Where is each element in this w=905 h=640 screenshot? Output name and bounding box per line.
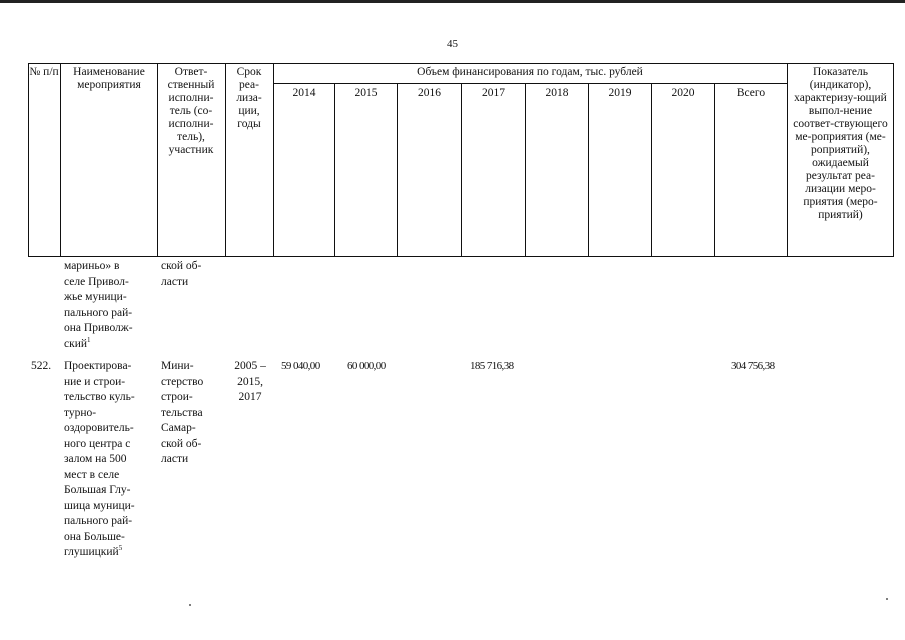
top-border — [0, 0, 905, 3]
resp-line: Самар- — [161, 422, 196, 434]
resp-line: стерство — [161, 375, 204, 388]
row-522-responsible — [161, 359, 223, 468]
page-number: 45 — [447, 38, 458, 50]
header-year-2015: 2015 — [354, 87, 378, 99]
row-522-name — [64, 359, 156, 561]
row-cont-responsible — [161, 259, 223, 290]
footnote-mark: 1 — [87, 335, 91, 344]
header-year-2020: 2020 — [671, 87, 695, 99]
name-line: ного центра с — [64, 437, 131, 450]
name-line: глушицкий$^5$ — [64, 544, 123, 558]
name-line: оздоровитель- — [64, 422, 134, 434]
row-522-value-2017: 185 716,38 — [470, 360, 514, 372]
name-line: Большая Глу- — [64, 484, 131, 496]
scan-speck — [189, 604, 191, 606]
name-line: шица муници- — [64, 499, 135, 512]
footnote-mark: 5 — [118, 544, 123, 553]
row-522-value-2015: 60 000,00 — [347, 360, 386, 372]
name-line: мест в селе — [64, 468, 120, 481]
resp-line: Мини- — [161, 360, 194, 372]
name-line: пального рай- — [64, 515, 133, 527]
header-term: Срок реа-лиза-ции, годы — [236, 66, 262, 130]
header-year-2019: 2019 — [608, 87, 632, 99]
row-cont-name — [64, 259, 156, 352]
header-year-2018: 2018 — [545, 87, 569, 99]
row-522-value-total: 304 756,38 — [731, 360, 775, 372]
name-line: ние и строи- — [64, 375, 126, 388]
name-line: она Больше- — [64, 530, 125, 543]
term-line: 2015, — [237, 375, 263, 388]
name-line: тельство куль- — [64, 391, 135, 403]
name-line: мариньо» в — [64, 260, 120, 272]
row-522-num: 522. — [31, 360, 52, 372]
name-line: она Приволж- — [64, 322, 133, 334]
row-522-value-2014: 59 040,00 — [281, 360, 320, 372]
header-funding: Объем финансирования по годам, тыс. рублей — [417, 66, 643, 78]
term-line: 2005 – — [234, 360, 266, 372]
header-year-2014: 2014 — [292, 87, 316, 99]
header-year-2016: 2016 — [418, 87, 441, 99]
scan-speck — [886, 598, 888, 600]
name-line: турно- — [64, 406, 97, 419]
resp-line: ской об- — [161, 260, 202, 272]
resp-line: ласти — [161, 275, 189, 288]
name-line: залом на 500 — [64, 453, 127, 465]
name-line: Проектирова- — [64, 360, 132, 372]
resp-line: тельства — [161, 406, 203, 419]
name-line: ский$^1$ — [64, 335, 91, 350]
resp-line: строи- — [161, 391, 193, 403]
name-line: селе Привол- — [64, 275, 129, 288]
resp-line: ласти — [161, 453, 189, 465]
header-indicator: Показатель (индикатор), характеризу-ющий выпол-нение соответ-ствующего ме-роприятия (ме-роприятий), ожидаемый результат реа-лизации меро-приятия (меро-приятий) — [793, 66, 888, 221]
term-line: 2017 — [238, 391, 262, 403]
row-522-term — [228, 359, 272, 406]
header-num: № п/п — [29, 66, 59, 78]
name-line: жье муници- — [64, 291, 127, 303]
header-total: Всего — [736, 87, 766, 99]
header-responsible: Ответ-ственный исполни-тель (со-исполни-тель), участник — [167, 66, 215, 156]
header-name: Наименование мероприятия — [73, 66, 145, 91]
name-line: пального рай- — [64, 306, 133, 319]
resp-line: ской об- — [161, 437, 202, 450]
header-year-2017: 2017 — [482, 87, 505, 99]
